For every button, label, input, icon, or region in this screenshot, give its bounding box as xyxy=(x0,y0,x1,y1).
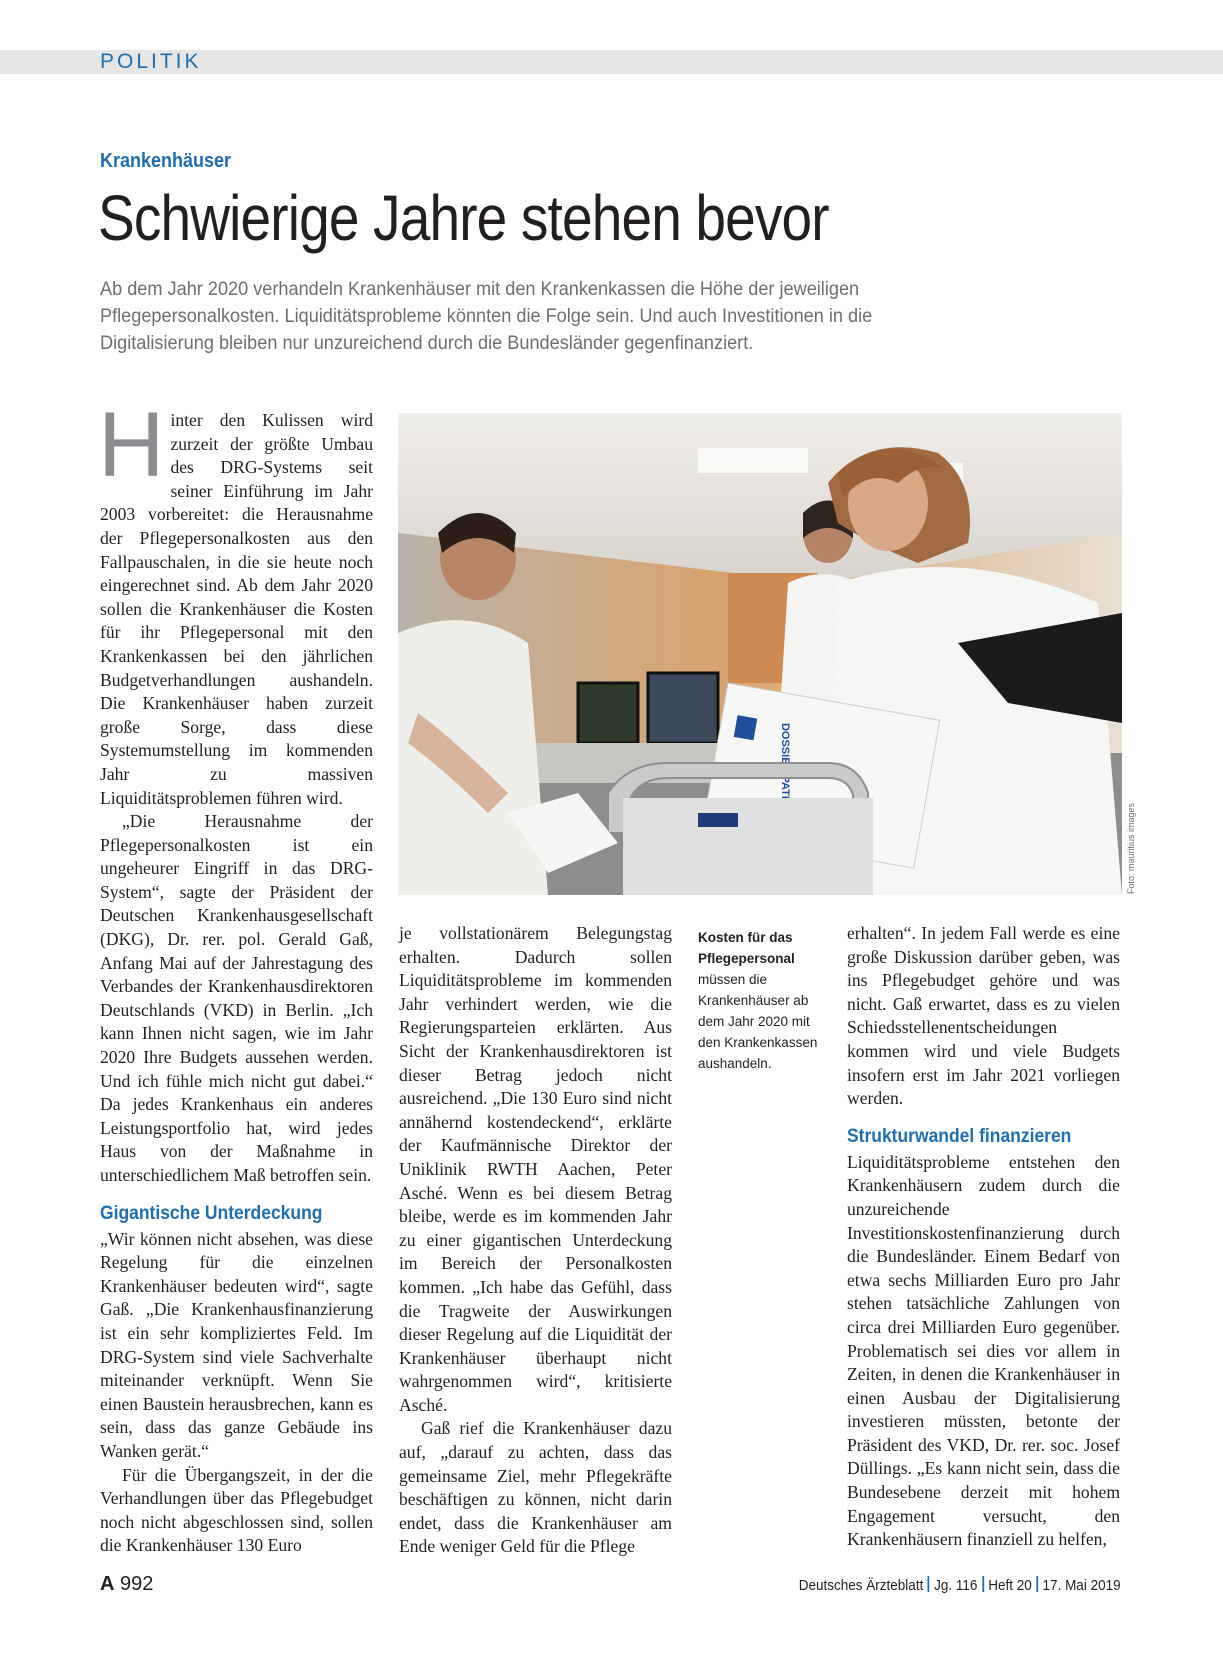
page-number-value: 992 xyxy=(120,1573,154,1595)
journal-issue: Heft 20 xyxy=(988,1577,1033,1594)
journal-name: Deutsches Ärzteblatt xyxy=(799,1577,924,1594)
lead-line: Pflegepersonalkosten. Liquiditätsprobleme könnten die Folge sein. Und auch Investitionen in die xyxy=(100,305,873,327)
journal-volume: Jg. 116 xyxy=(934,1577,978,1594)
text-column-3 xyxy=(847,922,1120,1552)
paragraph: Liquiditätsprobleme entstehen den Krankenhäusern zudem durch die unzureichende Investitionskostenfinanzierung durch die Bundesländer. Einem Bedarf von etwa sechs Milliarden Euro pro Jahr stehen tatsächliche Zahlungen von circa drei Milliarden Euro gegenüber. Problematisch sei dies vor allem in Zeiten, in denen die Krankenhäuser in einen Ausbau der Digitalisierung investieren müssten, betonte der Präsident des VKD, Dr. rer. soc. Josef Düllings. „Es kann nicht sein, dass die Bundesebene derzeit mit hohem Engagement versucht, den Krankenhäusern finanziell zu helfen, xyxy=(847,1151,1120,1550)
photo-credit: Foto: mauritius images xyxy=(1126,802,1136,894)
paragraph: Für die Übergangszeit, in der die Verhandlungen über das Pflegebudget noch nicht abgeschlossen sind, sollen die Krankenhäuser 130 Euro xyxy=(100,1464,373,1556)
subheading: Gigantische Unterdeckung xyxy=(100,1202,323,1224)
text-column-1 xyxy=(98,394,373,1558)
subheading: Strukturwandel finanzieren xyxy=(847,1125,1072,1147)
article-lead xyxy=(100,276,1058,357)
article-headline: Schwierige Jahre stehen bevor xyxy=(98,182,829,254)
paragraph: „Wir können nicht absehen, was diese Regelung für die einzelnen Krankenhäuser bedeuten wird“, sagte Gaß. „Die Krankenhausfinanzierung ist ein sehr kompliziertes Feld. Im DRG-System sind viele Sachverhalte miteinander verknüpft. Wenn Sie einen Baustein herausbrechen, kann es sein, dass das ganze Gebäude ins Wanken gerät.“ xyxy=(100,1228,373,1461)
article-kicker: Krankenhäuser xyxy=(100,150,232,172)
lead-line: Ab dem Jahr 2020 verhandeln Krankenhäuser mit den Krankenkassen die Höhe der jeweiligen xyxy=(100,278,860,300)
article-photo xyxy=(398,413,1122,895)
paragraph: erhalten“. In jedem Fall werde es eine große Diskussion darüber geben, was ins Pflegebudget gehöre und was nicht. Gaß erwartet, dass es zu vielen Schiedsstellenentscheidungen kommen wird und viele Budgets insofern erst im Jahr 2021 vorliegen werden. xyxy=(847,923,1120,1109)
page-number xyxy=(100,1573,153,1596)
paragraph xyxy=(98,394,373,810)
section-label: POLITIK xyxy=(100,50,202,73)
separator xyxy=(1037,1576,1039,1592)
journal-date: 17. Mai 2019 xyxy=(1042,1577,1121,1594)
paragraph: „Die Herausnahme der Pflegepersonalkosten ist ein ungeheurer Eingriff in das DRG-System“, sagte der Präsident der Deutschen Krankenhausgesellschaft (DKG), Dr. rer. pol. Gerald Gaß, Anfang Mai auf der Jahrestagung des Verbandes der Krankenhausdirektoren Deutschlands (VKD) in Berlin. „Ich kann Ihnen nicht sagen, wie im Jahr 2020 Ihre Budgets aussehen werden. Und ich fühle mich nicht gut dabei.“ Da jedes Krankenhaus ein anderes Leistungsportfolio hat, wird jedes Haus von der Maßnahme in unterschiedlichem Maß betroffen sein. xyxy=(100,811,373,1185)
separator xyxy=(982,1576,984,1592)
text-column-2 xyxy=(399,922,672,1559)
paragraph: je vollstationärem Belegungstag erhalten. Dadurch sollen Liquiditätsprobleme im kommenden Jahr verhindert werden, wie die Regierungsparteien erklärten. Aus Sicht der Krankenhausdirektoren ist dieser Betrag jedoch nicht ausreichend. „Die 130 Euro sind nicht annähernd kostendeckend“, erklärte der Kaufmännische Direktor der Uniklinik RWTH Aachen, Peter Asché. Wenn es bei diesem Betrag bleibe, werde es im kommenden Jahr zu einer gigantischen Unterdeckung im Bereich der Personalkosten kommen. „Ich habe das Gefühl, dass die Tragweite der Auswirkungen dieser Regelung auf die Liquidität der Krankenhäuser überhaupt nicht wahrgenommen wird“, kritisierte Asché. xyxy=(399,923,672,1415)
paragraph-text: inter den Kulissen wird zurzeit der größte Umbau des DRG-Systems seit seiner Einführung im Jahr 2003 vorbereitet: die Herausnahme der Pflegepersonalkosten aus den Fallpauschalen, in die sie heute noch eingerechnet sind. Ab dem Jahr 2020 sollen die Krankenhäuser die Kosten für ihr Pflegepersonal mit den Krankenkassen bei den jährlichen Budgetverhandlungen aushandeln. Die Krankenhäuser haben zurzeit große Sorge, dass diese Systemumstellung im kommenden Jahr zu massiven Liquiditätsproblemen führen wird. xyxy=(100,410,373,808)
caption-text: müssen die Krankenhäuser ab dem Jahr 2020 mit den Krankenkassen aushandeln. xyxy=(698,972,818,1071)
lead-line: Digitalisierung bleiben nur unzureichend durch die Bundesländer gegenfinanziert. xyxy=(100,332,754,354)
paragraph: Gaß rief die Krankenhäuser dazu auf, „darauf zu achten, dass das gemeinsame Ziel, mehr Pflegekräfte beschäftigen zu können, nicht darin endet, dass die Krankenhäuser am Ende weniger Geld für die Pflege xyxy=(399,1418,672,1557)
journal-info xyxy=(799,1576,1121,1594)
caption-title: Kosten für das Pflegepersonal xyxy=(698,930,795,966)
photo-caption xyxy=(698,927,823,1074)
drop-cap: H xyxy=(98,394,165,496)
page-prefix: A xyxy=(100,1573,115,1595)
separator xyxy=(928,1576,930,1592)
